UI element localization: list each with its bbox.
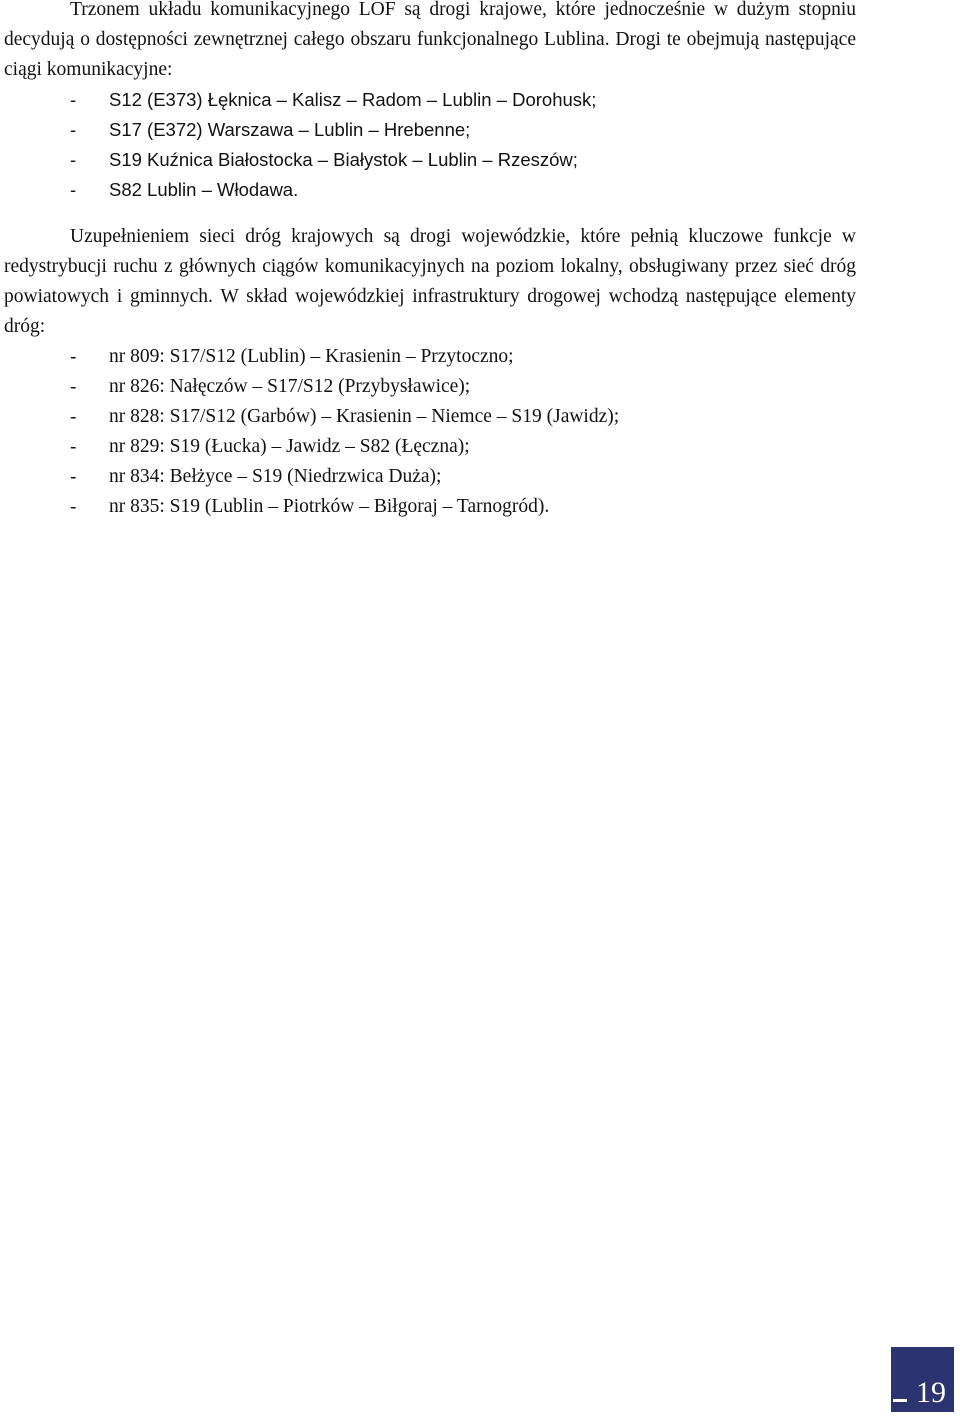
dash-bullet: - bbox=[70, 496, 77, 518]
dash-bullet: - bbox=[70, 149, 77, 170]
list-item-text: nr 834: Bełżyce – S19 (Niedrzwica Duża); bbox=[109, 466, 442, 487]
intro-paragraph-text: Trzonem układu komunikacyjnego LOF są drogi krajowe, które jednocześnie w dużym stopniu decydują o dostępności zewnętrznej całego obszaru funkcjonalnego Lublina. Drogi te obejmują następujące ciągi komunikacyjne: bbox=[4, 0, 856, 80]
page-number-badge bbox=[891, 1347, 954, 1412]
page-number: 19 bbox=[916, 1376, 946, 1409]
intro-paragraph bbox=[4, 0, 856, 85]
list-item bbox=[70, 85, 596, 115]
list-item-text: nr 835: S19 (Lublin – Piotrków – Biłgoraj – Tarnogród). bbox=[109, 496, 550, 517]
list-item-text: S12 (E373) Łęknica – Kalisz – Radom – Lublin – Dorohusk; bbox=[109, 89, 597, 110]
list-item-text: S19 Kuźnica Białostocka – Białystok – Lublin – Rzeszów; bbox=[109, 149, 578, 170]
list-item bbox=[70, 432, 619, 462]
list-item bbox=[70, 115, 596, 145]
list-item-text: nr 828: S17/S12 (Garbów) – Krasienin – Niemce – S19 (Jawidz); bbox=[109, 406, 620, 427]
dash-bullet: - bbox=[70, 376, 77, 398]
dash-bullet: - bbox=[70, 346, 77, 368]
list-item-text: nr 826: Nałęczów – S17/S12 (Przybysławice); bbox=[109, 376, 471, 397]
list-item bbox=[70, 402, 619, 432]
list-item-text: nr 829: S19 (Łucka) – Jawidz – S82 (Łęczna); bbox=[109, 436, 470, 457]
dash-bullet: - bbox=[70, 119, 77, 140]
list-item bbox=[70, 462, 619, 492]
list-item bbox=[70, 175, 596, 205]
list-item bbox=[70, 145, 596, 175]
list-item bbox=[70, 372, 619, 402]
list-item-text: nr 809: S17/S12 (Lublin) – Krasienin – Przytoczno; bbox=[109, 346, 514, 367]
dash-bullet: - bbox=[70, 179, 77, 200]
dash-bullet: - bbox=[70, 436, 77, 458]
regional-roads-paragraph-text: Uzupełnieniem sieci dróg krajowych są drogi wojewódzkie, które pełnią kluczowe funkcje w redystrybucji ruchu z głównych ciągów komunikacyjnych na poziom lokalny, obsługiwany przez sieć dróg powiatowych i gminnych. W skład wojewódzkiej infrastruktury drogowej wchodzą następujące elementy dróg: bbox=[4, 226, 856, 337]
regional-roads-list bbox=[70, 342, 619, 522]
list-item-text: S82 Lublin – Włodawa. bbox=[109, 179, 299, 200]
list-item-text: S17 (E372) Warszawa – Lublin – Hrebenne; bbox=[109, 119, 471, 140]
national-roads-list bbox=[70, 85, 596, 205]
list-item bbox=[70, 342, 619, 372]
dash-bullet: - bbox=[70, 89, 77, 110]
page-number-underline bbox=[893, 1399, 907, 1402]
dash-bullet: - bbox=[70, 406, 77, 428]
list-item bbox=[70, 492, 619, 522]
regional-roads-paragraph bbox=[4, 222, 856, 342]
dash-bullet: - bbox=[70, 466, 77, 488]
